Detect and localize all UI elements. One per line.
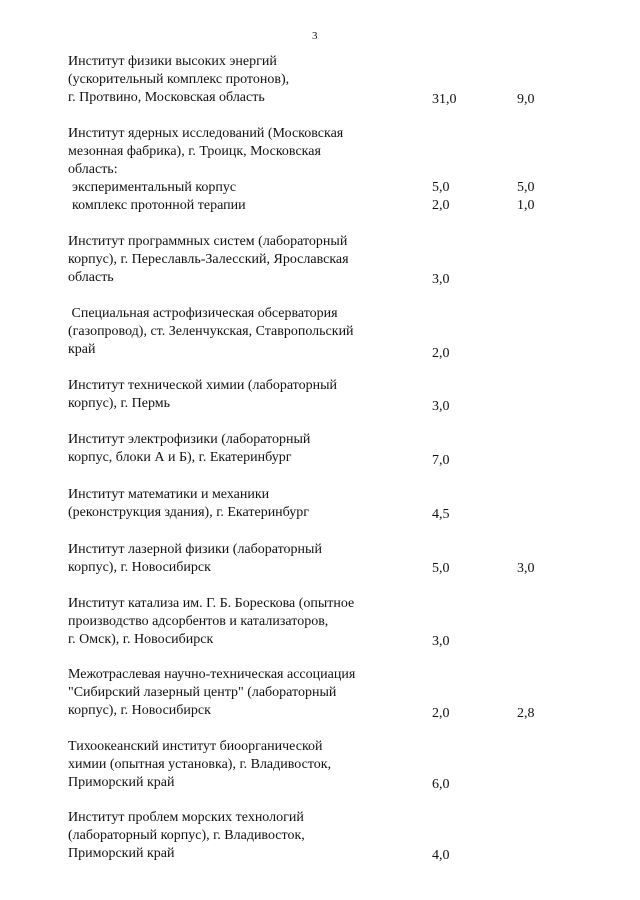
entry-line: корпус), г. Переславль-Залесский, Ярославская: [68, 252, 349, 267]
entry-line: область: [68, 270, 114, 285]
entry-line: Институт электрофизики (лабораторный: [68, 432, 311, 447]
value-column-2: 5,0: [517, 180, 535, 195]
list-item: [68, 486, 608, 522]
list-item: [68, 377, 608, 413]
entry-line: корпус), г. Новосибирск: [68, 703, 211, 718]
list-item: [68, 595, 608, 649]
value-column-1: 5,0: [432, 180, 450, 195]
list-item: [68, 53, 608, 107]
entry-line: (газопровод), ст. Зеленчукская, Ставропольский: [68, 324, 354, 339]
value-column-1: 31,0: [432, 92, 457, 107]
sub-item-label: экспериментальный корпус: [72, 180, 237, 195]
entry-line: Приморский край: [68, 846, 175, 861]
sub-item: [68, 197, 608, 215]
entry-line: область:: [68, 162, 118, 177]
entry-line: (реконструкция здания), г. Екатеринбург: [68, 505, 310, 520]
entry-line: производство адсорбентов и катализаторов,: [68, 614, 329, 629]
entry-line: г. Омск), г. Новосибирск: [68, 632, 214, 647]
value-column-1: 4,5: [432, 507, 450, 522]
entry-line: корпус), г. Новосибирск: [68, 560, 211, 575]
entry-line: Институт программных систем (лабораторный: [68, 234, 348, 249]
value-column-1: 6,0: [432, 777, 450, 792]
value-column-1: 2,0: [432, 198, 450, 213]
value-column-1: 2,0: [432, 706, 450, 721]
list-item: [68, 233, 608, 287]
list-item: [68, 541, 608, 577]
entry-description: [68, 377, 388, 413]
entry-line: Институт технической химии (лабораторный: [68, 378, 338, 393]
entry-line: химии (опытная установка), г. Владивосток,: [68, 757, 332, 772]
entry-line: (ускорительный комплекс протонов),: [68, 72, 290, 87]
entry-line: (лабораторный корпус), г. Владивосток,: [68, 828, 305, 843]
page-number: 3: [312, 30, 318, 42]
entry-description: [68, 431, 388, 467]
entry-description: [68, 125, 388, 179]
list-item: [68, 431, 608, 467]
value-column-2: 9,0: [517, 92, 535, 107]
value-column-2: 2,8: [517, 706, 535, 721]
entry-description: [68, 233, 388, 287]
entry-line: г. Протвино, Московская область: [68, 90, 265, 105]
list-item: [68, 809, 608, 863]
value-column-1: 2,0: [432, 346, 450, 361]
entry-line: Приморский край: [68, 775, 175, 790]
entry-line: корпус, блоки А и Б), г. Екатеринбург: [68, 450, 292, 465]
entry-line: Институт лазерной физики (лабораторный: [68, 542, 322, 557]
value-column-2: 1,0: [517, 198, 535, 213]
entry-line: Институт математики и механики: [68, 487, 270, 502]
entry-line: Институт физики высоких энергий: [68, 54, 277, 69]
sub-item-label: комплекс протонной терапии: [72, 198, 246, 213]
entry-description: [68, 595, 388, 649]
value-column-1: 3,0: [432, 634, 450, 649]
entry-line: край: [68, 342, 96, 357]
list-item: [68, 125, 608, 215]
entry-line: Институт проблем морских технологий: [68, 810, 304, 825]
entry-line: Институт катализа им. Г. Б. Борескова (опытное: [68, 596, 355, 611]
entry-line: мезонная фабрика), г. Троицк, Московская: [68, 144, 321, 159]
value-column-1: 3,0: [432, 272, 450, 287]
entry-description: [68, 738, 388, 792]
entry-description: [68, 809, 388, 863]
entry-line: корпус), г. Пермь: [68, 396, 170, 411]
entry-description: [68, 305, 388, 359]
entry-line: Специальная астрофизическая обсерватория: [68, 306, 338, 321]
sub-item: [68, 179, 608, 197]
value-column-1: 5,0: [432, 561, 450, 576]
entry-line: "Сибирский лазерный центр" (лабораторный: [68, 685, 337, 700]
value-column-2: 3,0: [517, 561, 535, 576]
entry-description: [68, 486, 388, 522]
value-column-1: 7,0: [432, 453, 450, 468]
list-item: [68, 305, 608, 359]
value-column-1: 4,0: [432, 848, 450, 863]
entry-line: Межотраслевая научно-техническая ассоциация: [68, 667, 356, 682]
entry-description: [68, 53, 388, 107]
entry-line: Тихоокеанский институт биоорганической: [68, 739, 323, 754]
entry-description: [68, 666, 388, 720]
entry-line: Институт ядерных исследований (Московская: [68, 126, 344, 141]
list-item: [68, 666, 608, 720]
entry-description: [68, 541, 388, 577]
list-item: [68, 738, 608, 792]
value-column-1: 3,0: [432, 399, 450, 414]
